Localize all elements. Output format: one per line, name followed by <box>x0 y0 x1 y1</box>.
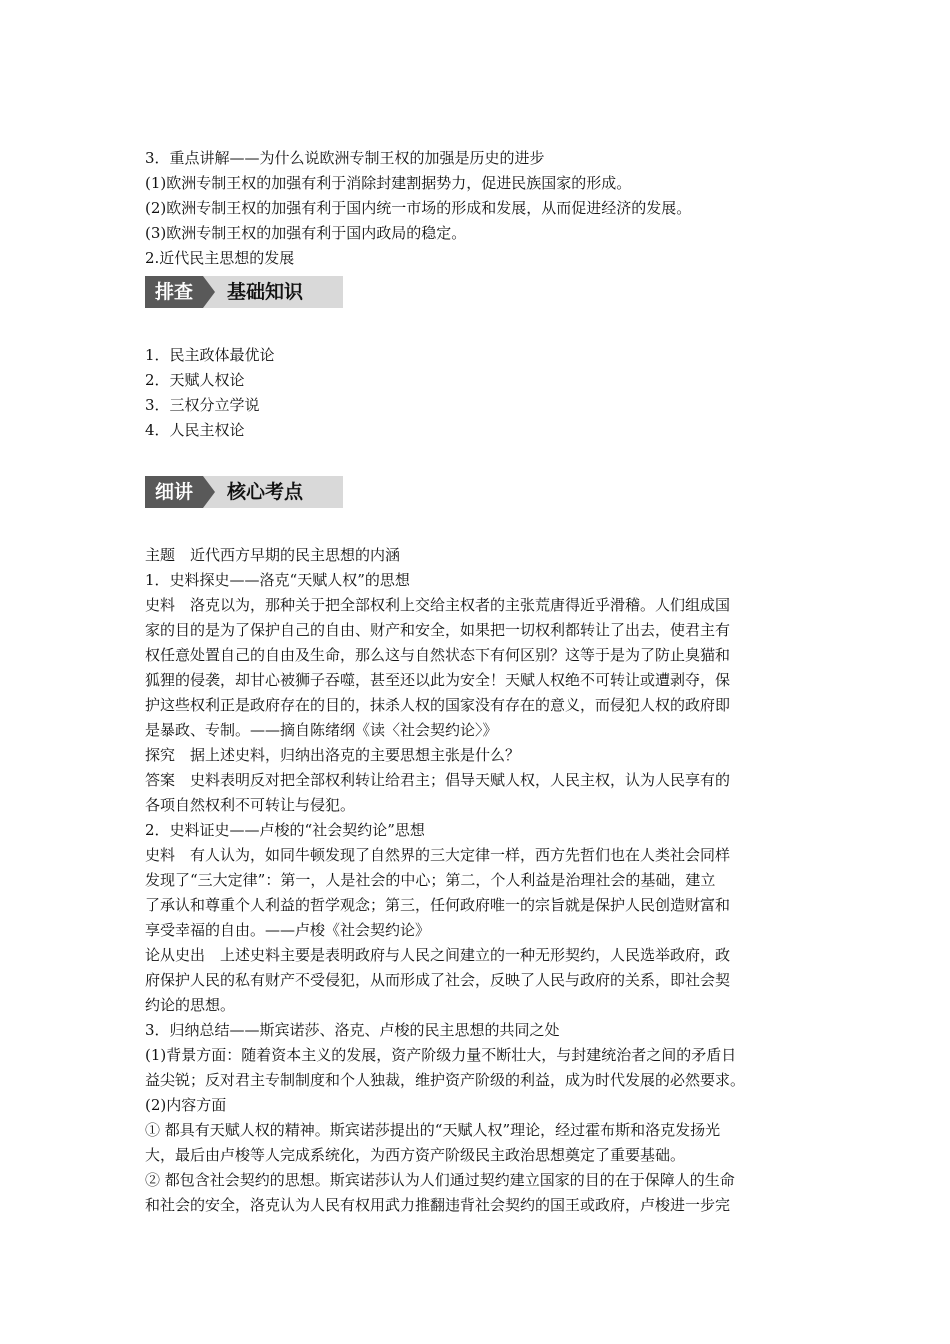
text-line: 大，最后由卢梭等人完成系统化，为西方资产阶级民主政治思想奠定了重要基础。 <box>145 1146 686 1164</box>
arrow-icon <box>203 476 215 508</box>
text-line: 权任意处置自己的自由及生命，那么这与自然状态下有何区别？这等于是为了防止臭猫和 <box>145 646 731 664</box>
text-line: (1)背景方面：随着资本主义的发展，资产阶级力量不断壮大，与封建统治者之间的矛盾日 <box>145 1046 737 1064</box>
text-line: 护这些权利正是政府存在的目的，抹杀人权的国家没有存在的意义，而侵犯人权的政府即 <box>145 696 731 714</box>
section-banner-basics <box>145 276 343 308</box>
text-line: ① 都具有天赋人权的精神。斯宾诺莎提出的“天赋人权”理论，经过霍布斯和洛克发扬光 <box>145 1121 721 1139</box>
text-line: 史料 洛克以为，那种关于把全部权利上交给主权者的主张荒唐得近乎滑稽。人们组成国 <box>145 596 731 614</box>
text-line: 论从史出 上述史料主要是表明政府与人民之间建立的一种无形契约，人民选举政府，政 <box>145 946 731 964</box>
text-line: 发现了“三大定律”：第一，人是社会的中心；第二，个人利益是治理社会的基础，建立 <box>145 871 716 889</box>
text-line: 是暴政、专制。——摘自陈绪纲《读〈社会契约论〉》 <box>145 721 498 739</box>
text-line: 3．归纳总结——斯宾诺莎、洛克、卢梭的民主思想的共同之处 <box>145 1021 560 1039</box>
list-item: 2．天赋人权论 <box>145 371 245 389</box>
text-line: 狐狸的侵袭，却甘心被狮子吞噬，甚至还以此为安全！天赋人权绝不可转让或遭剥夺，保 <box>145 671 731 689</box>
text-line: 答案 史料表明反对把全部权利转让给君主；倡导天赋人权，人民主权，认为人民享有的 <box>145 771 731 789</box>
list-item: 4．人民主权论 <box>145 421 245 439</box>
text-line: 各项自然权利不可转让与侵犯。 <box>145 796 356 814</box>
banner-title: 基础知识 <box>227 281 304 303</box>
text-line: (2)内容方面 <box>145 1096 227 1114</box>
text-line: 府保护人民的私有财产不受侵犯，从而形成了社会，反映了人民与政府的关系，即社会契 <box>145 971 731 989</box>
text-line: 主题 近代西方早期的民主思想的内涵 <box>145 546 401 564</box>
banner-title: 核心考点 <box>227 481 304 503</box>
list-item: 3．三权分立学说 <box>145 396 260 414</box>
text-line: 探究 据上述史料，归纳出洛克的主要思想主张是什么？ <box>145 746 521 764</box>
text-line: 益尖锐；反对君主专制制度和个人独裁，维护资产阶级的利益，成为时代发展的必然要求。 <box>145 1071 746 1089</box>
text-line: 享受幸福的自由。——卢梭《社会契约论》 <box>145 921 431 939</box>
text-line: (1)欧洲专制王权的加强有利于消除封建割据势力，促进民族国家的形成。 <box>145 174 632 192</box>
text-line: 了承认和尊重个人利益的哲学观念；第三，任何政府唯一的宗旨就是保护人民创造财富和 <box>145 896 731 914</box>
text-line: (3)欧洲专制王权的加强有利于国内政局的稳定。 <box>145 224 467 242</box>
text-line: 和社会的安全，洛克认为人民有权用武力推翻违背社会契约的国王或政府，卢梭进一步完 <box>145 1196 731 1214</box>
text-line: 史料 有人认为，如同牛顿发现了自然界的三大定律一样，西方先哲们也在人类社会同样 <box>145 846 731 864</box>
arrow-icon <box>203 276 215 308</box>
text-line: 2．史料证史——卢梭的“社会契约论”思想 <box>145 821 425 839</box>
text-line: ② 都包含社会契约的思想。斯宾诺莎认为人们通过契约建立国家的目的在于保障人的生命 <box>145 1171 735 1189</box>
banner-tag: 细讲 <box>145 476 203 508</box>
text-line: (2)欧洲专制王权的加强有利于国内统一市场的形成和发展，从而促进经济的发展。 <box>145 199 692 217</box>
section-banner-core <box>145 476 343 508</box>
text-line: 1．史料探史——洛克“天赋人权”的思想 <box>145 571 410 589</box>
text-line: 3．重点讲解——为什么说欧洲专制王权的加强是历史的进步 <box>145 149 545 167</box>
text-line: 约论的思想。 <box>145 996 236 1014</box>
text-line: 家的目的是为了保护自己的自由、财产和安全，如果把一切权利都转让了出去，使君主有 <box>145 621 731 639</box>
text-line: 2.近代民主思想的发展 <box>145 249 295 267</box>
list-item: 1．民主政体最优论 <box>145 346 275 364</box>
banner-tag: 排查 <box>145 276 203 308</box>
